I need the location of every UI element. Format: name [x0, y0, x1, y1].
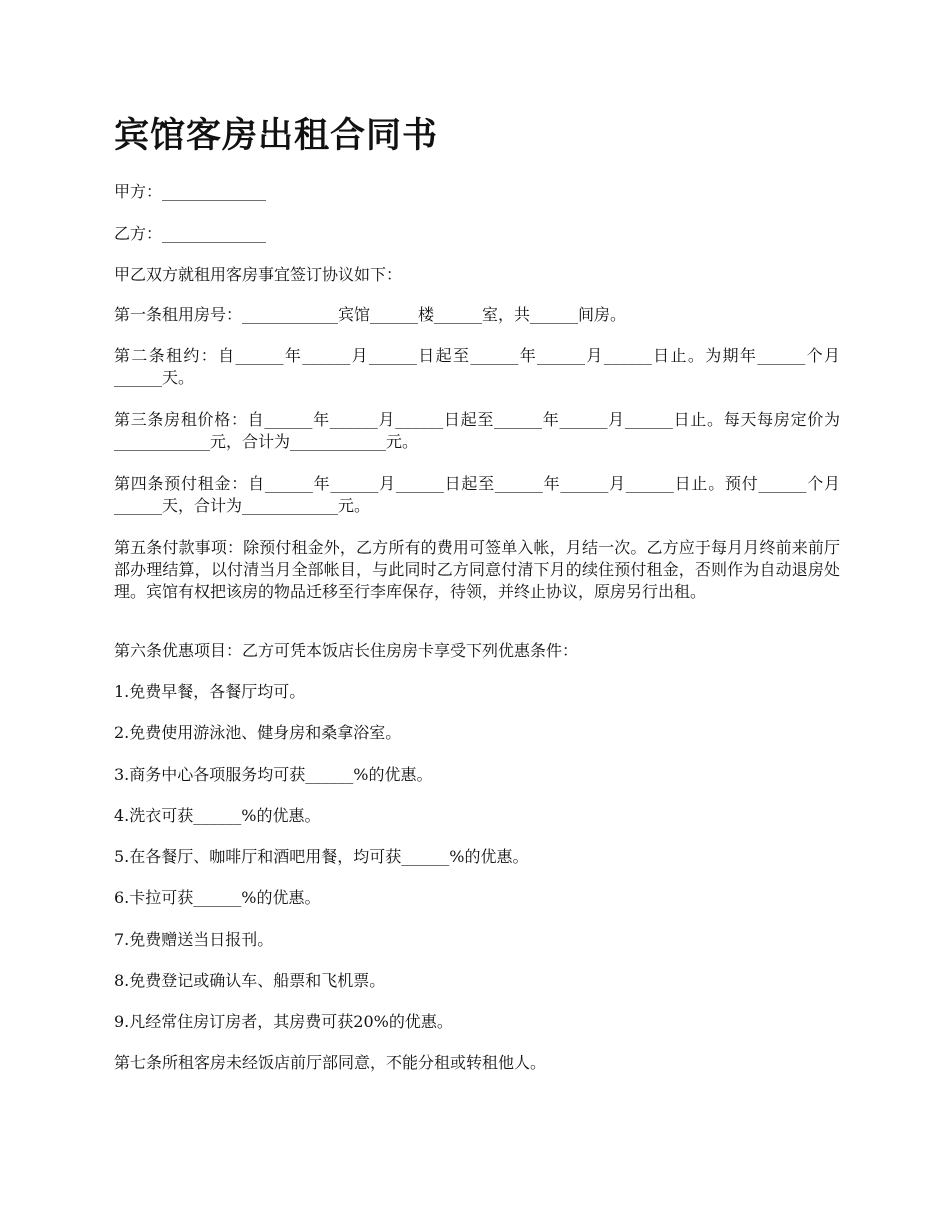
benefit-item-1: 1.免费早餐，各餐厅均可。 — [114, 682, 306, 701]
article-7-no-sublet: 第七条所租客房未经饭店前厅部同意，不能分租或转租他人。 — [114, 1053, 547, 1072]
party-b-line: 乙方：_____________ — [114, 224, 267, 243]
benefit-item-6: 6.卡拉可获______%的优惠。 — [114, 888, 321, 907]
article-6-benefits: 第六条优惠项目：乙方可凭本饭店长住房房卡享受下列优惠条件： — [114, 641, 579, 660]
article-1-room-number: 第一条租用房号：____________宾馆______楼______室，共______间房。 — [114, 305, 627, 324]
article-3-rent-price: 第三条房租价格：自______年______月______日起至______年______月______日止。每天每房定价为____________元，合计为____________元。 — [114, 410, 840, 451]
article-5-payment-terms: 第五条付款事项：除预付租金外，乙方所有的费用可签单入帐，月结一次。乙方应于每月月终前来前厅部办理结算，以付清当月全部帐目，与此同时乙方同意付清下月的续住预付租金，否则作为自动退房处理。宾馆有权把该房的物品迁移至行李库保存，待领，并终止协议，原房另行出租。 — [114, 538, 840, 601]
intro-paragraph: 甲乙双方就租用客房事宜签订协议如下： — [114, 265, 403, 284]
benefit-item-4: 4.洗衣可获______%的优惠。 — [114, 806, 321, 825]
benefit-item-8: 8.免费登记或确认车、船票和飞机票。 — [114, 971, 386, 990]
benefit-item-3: 3.商务中心各项服务均可获______%的优惠。 — [114, 765, 433, 784]
document-title: 宾馆客房出租合同书 — [114, 115, 439, 156]
benefit-item-9: 9.凡经常住房订房者，其房费可获20%的优惠。 — [114, 1012, 453, 1031]
benefit-item-2: 2.免费使用游泳池、健身房和桑拿浴室。 — [114, 723, 402, 742]
benefit-item-7: 7.免费赠送当日报刊。 — [114, 930, 274, 949]
benefit-item-5: 5.在各餐厅、咖啡厅和酒吧用餐，均可获______%的优惠。 — [114, 847, 529, 866]
party-a-line: 甲方：_____________ — [114, 182, 267, 201]
article-2-lease-term: 第二条租约：自______年______月______日起至______年______月______日止。为期年______个月______天。 — [114, 346, 840, 387]
article-4-prepaid-rent: 第四条预付租金：自______年______月______日起至______年______月______日止。预付______个月______天，合计为____________元。 — [114, 474, 840, 515]
